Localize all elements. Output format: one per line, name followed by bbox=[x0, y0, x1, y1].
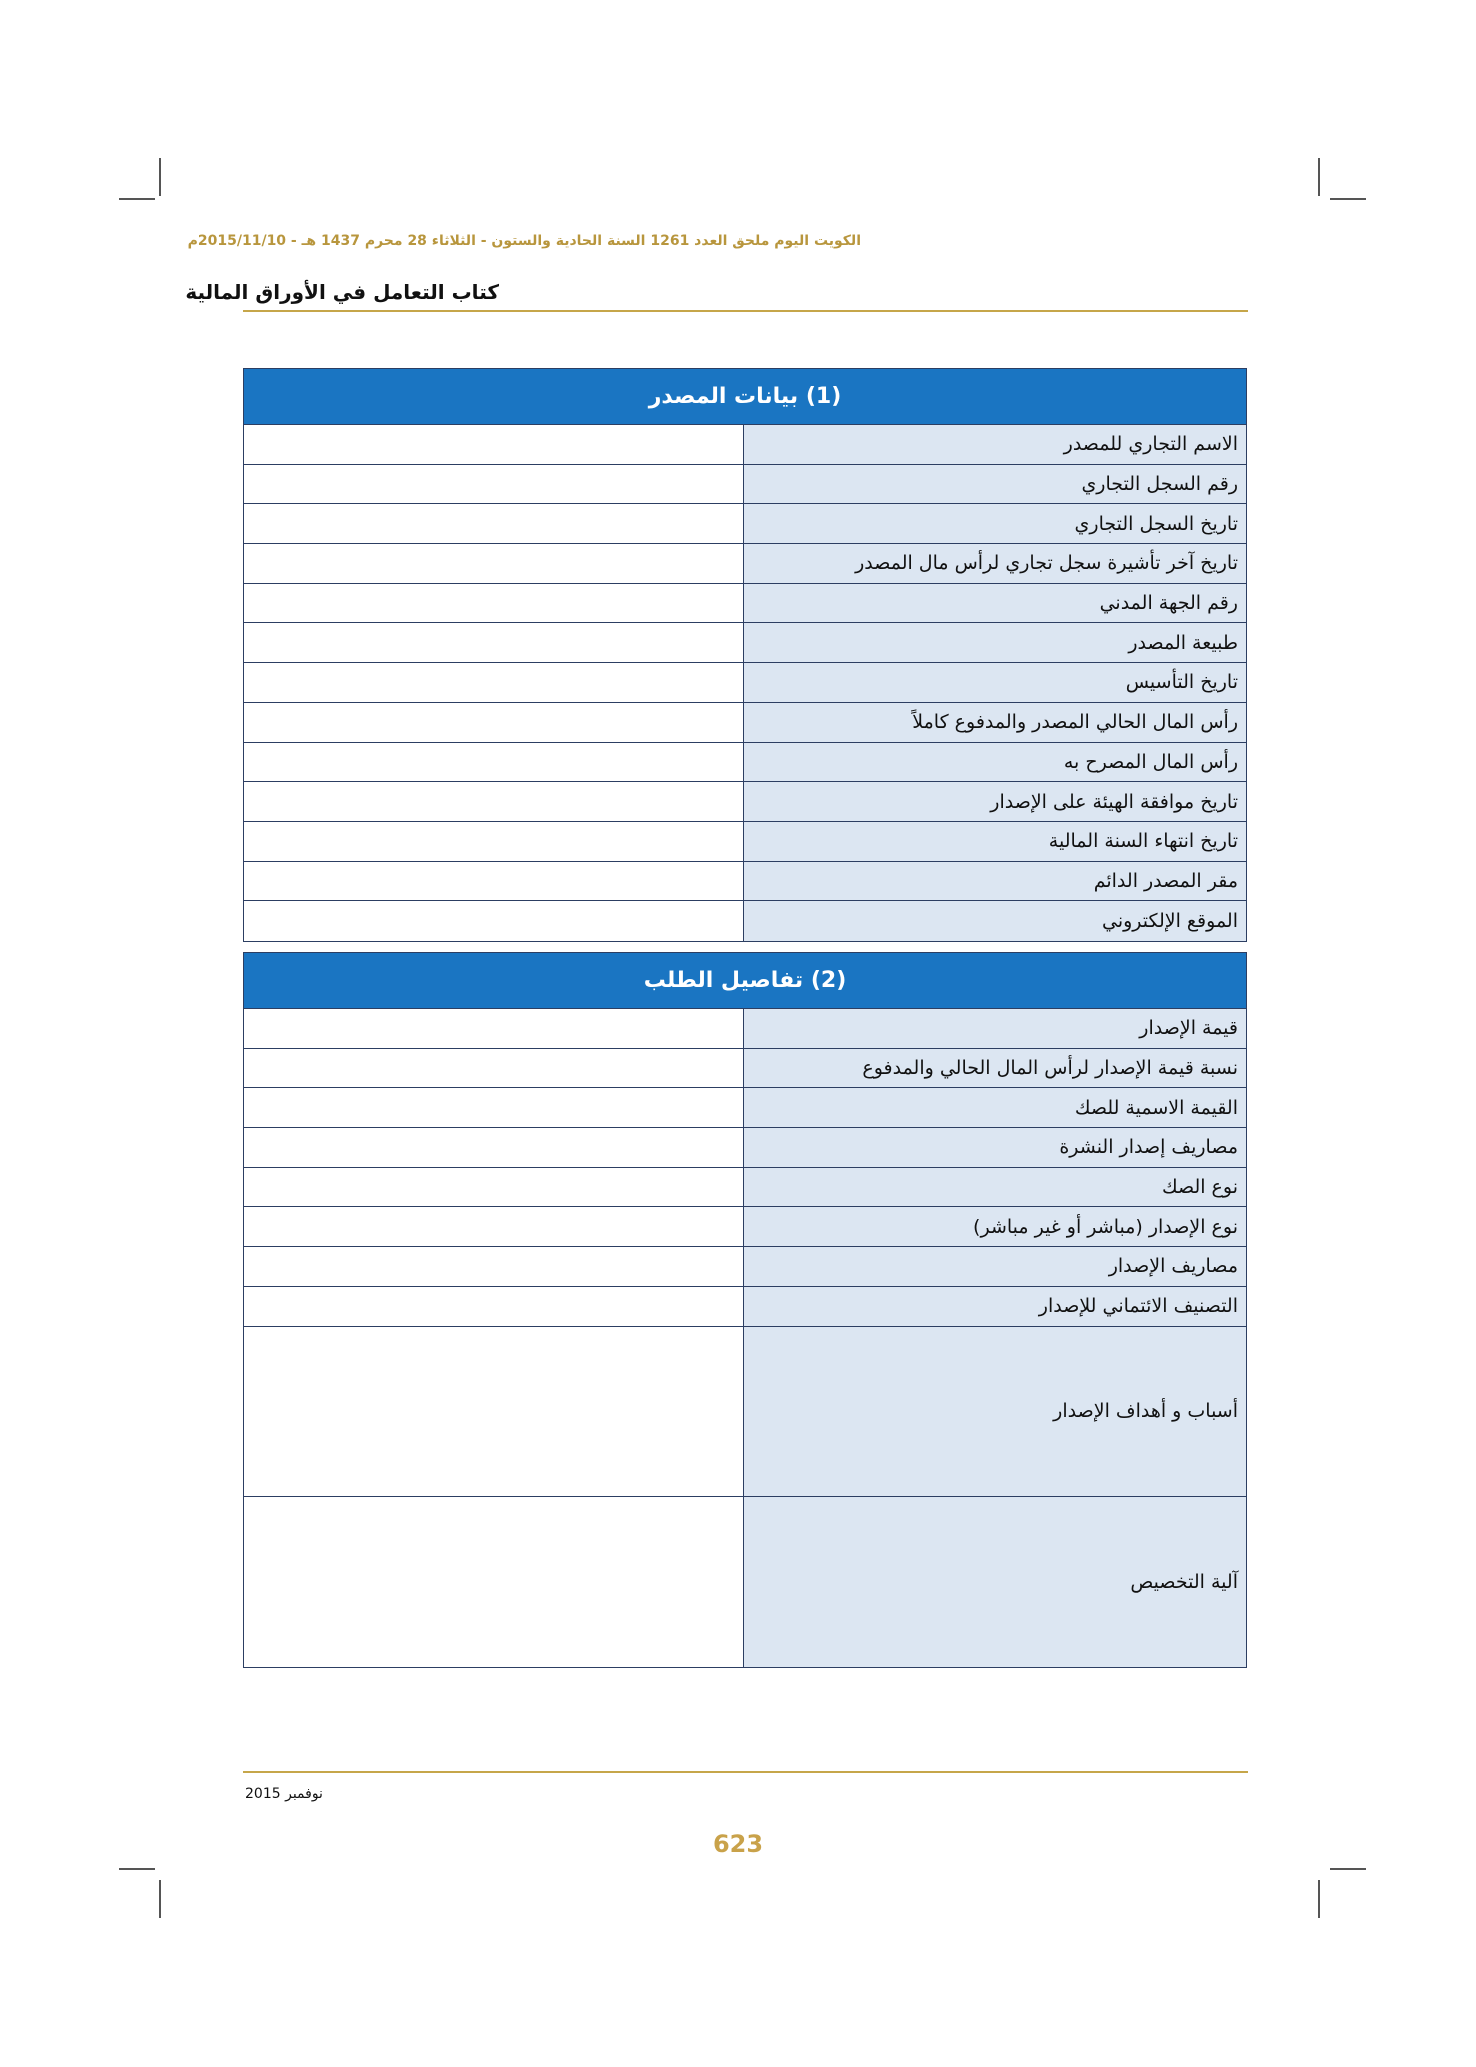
form-row bbox=[244, 1049, 1246, 1089]
value-field[interactable] bbox=[244, 1497, 744, 1667]
value-field[interactable] bbox=[244, 1247, 744, 1286]
form-row bbox=[244, 504, 1246, 544]
field-label: طبيعة المصدر bbox=[744, 623, 1246, 662]
value-field[interactable] bbox=[244, 901, 744, 941]
section-title: (1) بيانات المصدر bbox=[244, 369, 1246, 425]
form-row bbox=[244, 1497, 1246, 1667]
value-field[interactable] bbox=[244, 1168, 744, 1207]
value-field[interactable] bbox=[244, 703, 744, 742]
form-row bbox=[244, 1327, 1246, 1497]
field-label: رأس المال المصرح به bbox=[744, 743, 1246, 782]
field-label: رقم الجهة المدني bbox=[744, 584, 1246, 623]
form-row bbox=[244, 465, 1246, 505]
field-label: تاريخ انتهاء السنة المالية bbox=[744, 822, 1246, 861]
crop-mark bbox=[1330, 198, 1366, 200]
form-row bbox=[244, 862, 1246, 902]
field-label: نوع الصك bbox=[744, 1168, 1246, 1207]
value-field[interactable] bbox=[244, 465, 744, 504]
form-row bbox=[244, 743, 1246, 783]
form-row bbox=[244, 703, 1246, 743]
field-label: نوع الإصدار (مباشر أو غير مباشر) bbox=[744, 1207, 1246, 1246]
form-row bbox=[244, 663, 1246, 703]
value-field[interactable] bbox=[244, 584, 744, 623]
form-row bbox=[244, 1009, 1246, 1049]
issuer-data-section bbox=[243, 368, 1247, 942]
page-number: 623 bbox=[712, 1830, 764, 1858]
field-label: آلية التخصيص bbox=[744, 1497, 1246, 1667]
crop-mark bbox=[119, 198, 155, 200]
field-label: تاريخ السجل التجاري bbox=[744, 504, 1246, 543]
form-row bbox=[244, 1128, 1246, 1168]
field-label: التصنيف الائتماني للإصدار bbox=[744, 1287, 1246, 1326]
value-field[interactable] bbox=[244, 504, 744, 543]
book-title: كتاب التعامل في الأوراق المالية bbox=[185, 280, 499, 304]
form-row bbox=[244, 1287, 1246, 1327]
value-field[interactable] bbox=[244, 1088, 744, 1127]
form-row bbox=[244, 1207, 1246, 1247]
field-label: قيمة الإصدار bbox=[744, 1009, 1246, 1048]
field-label: تاريخ موافقة الهيئة على الإصدار bbox=[744, 782, 1246, 821]
field-label: مقر المصدر الدائم bbox=[744, 862, 1246, 901]
section-title: (2) تفاصيل الطلب bbox=[244, 953, 1246, 1009]
crop-mark bbox=[119, 1868, 155, 1870]
field-label: تاريخ آخر تأشيرة سجل تجاري لرأس مال المصدر bbox=[744, 544, 1246, 583]
field-label: مصاريف الإصدار bbox=[744, 1247, 1246, 1286]
value-field[interactable] bbox=[244, 782, 744, 821]
form-row bbox=[244, 1247, 1246, 1287]
footer-date: نوفمبر 2015 bbox=[245, 1786, 323, 1802]
field-label: الموقع الإلكتروني bbox=[744, 901, 1246, 941]
field-label: الاسم التجاري للمصدر bbox=[744, 425, 1246, 464]
field-label: رقم السجل التجاري bbox=[744, 465, 1246, 504]
form-row bbox=[244, 584, 1246, 624]
value-field[interactable] bbox=[244, 1049, 744, 1088]
crop-mark bbox=[1330, 1868, 1366, 1870]
form-row bbox=[244, 623, 1246, 663]
crop-mark bbox=[159, 1880, 161, 1918]
form-row bbox=[244, 782, 1246, 822]
value-field[interactable] bbox=[244, 862, 744, 901]
field-label: مصاريف إصدار النشرة bbox=[744, 1128, 1246, 1167]
field-label: نسبة قيمة الإصدار لرأس المال الحالي والمدفوع bbox=[744, 1049, 1246, 1088]
form-row bbox=[244, 822, 1246, 862]
value-field[interactable] bbox=[244, 1327, 744, 1496]
header-rule bbox=[243, 310, 1248, 312]
value-field[interactable] bbox=[244, 663, 744, 702]
field-label: رأس المال الحالي المصدر والمدفوع كاملاً bbox=[744, 703, 1246, 742]
value-field[interactable] bbox=[244, 1287, 744, 1326]
field-label: القيمة الاسمية للصك bbox=[744, 1088, 1246, 1127]
value-field[interactable] bbox=[244, 425, 744, 464]
crop-mark bbox=[159, 158, 161, 196]
value-field[interactable] bbox=[244, 1009, 744, 1048]
crop-mark bbox=[1318, 1880, 1320, 1918]
value-field[interactable] bbox=[244, 1207, 744, 1246]
form-row bbox=[244, 1168, 1246, 1208]
field-label: أسباب و أهداف الإصدار bbox=[744, 1327, 1246, 1496]
form-row bbox=[244, 544, 1246, 584]
value-field[interactable] bbox=[244, 544, 744, 583]
field-label: تاريخ التأسيس bbox=[744, 663, 1246, 702]
footer-rule bbox=[243, 1771, 1248, 1773]
running-header: الكويت اليوم ملحق العدد 1261 السنة الحادية والستون - الثلاثاء 28 محرم 1437 هـ - 2015/11/10م bbox=[187, 233, 861, 249]
value-field[interactable] bbox=[244, 1128, 744, 1167]
form-row bbox=[244, 425, 1246, 465]
value-field[interactable] bbox=[244, 822, 744, 861]
value-field[interactable] bbox=[244, 743, 744, 782]
crop-mark bbox=[1318, 158, 1320, 196]
form-row bbox=[244, 901, 1246, 941]
form-row bbox=[244, 1088, 1246, 1128]
value-field[interactable] bbox=[244, 623, 744, 662]
request-details-section bbox=[243, 952, 1247, 1668]
